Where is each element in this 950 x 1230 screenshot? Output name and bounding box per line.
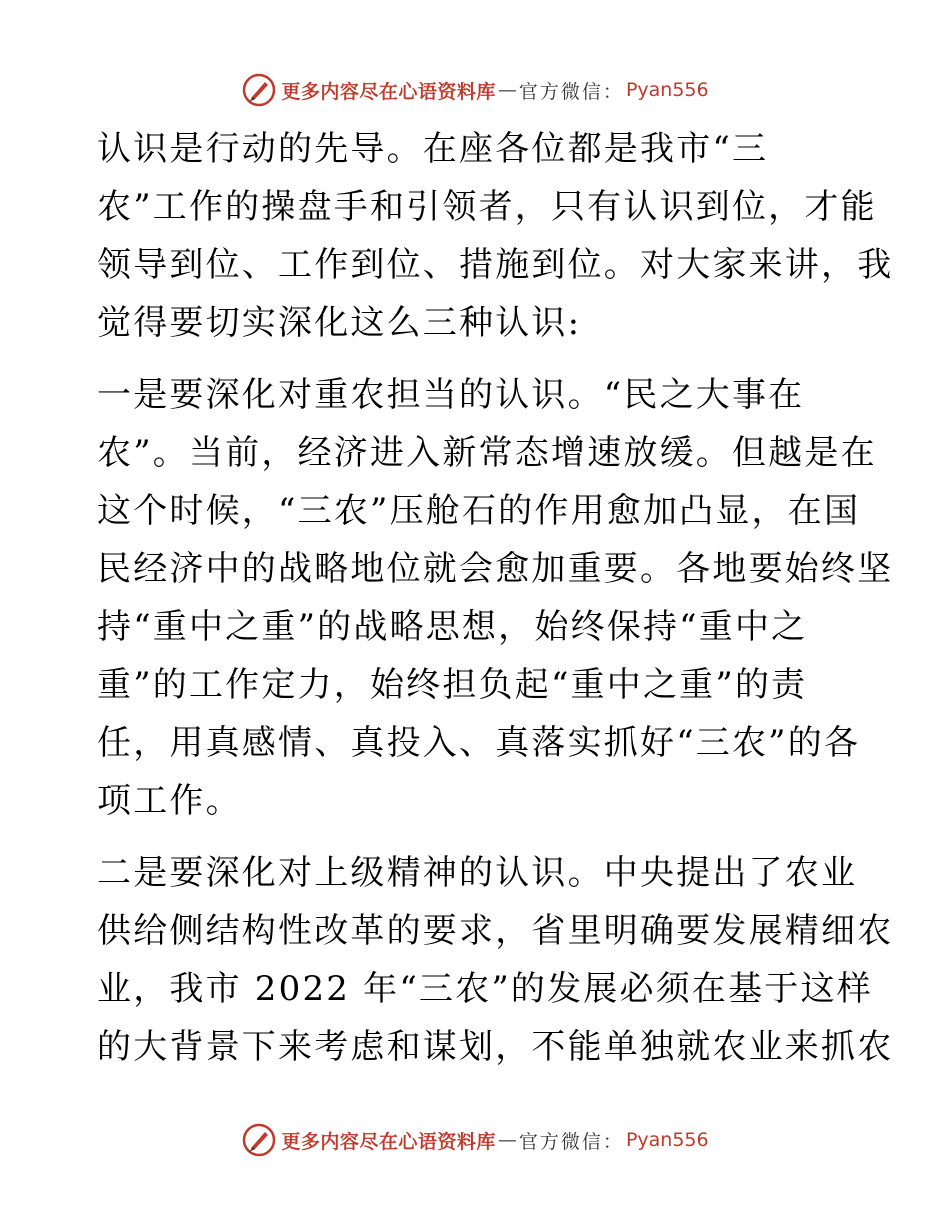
watermark-id: Pyan556 — [625, 79, 709, 101]
watermark-brand: 更多内容尽在心语资料库 — [281, 80, 496, 103]
watermark-official: 官方微信： — [518, 80, 624, 103]
text-line: 二是要深化对上级精神的认识。中央提出了农业 — [97, 853, 858, 893]
text-line: 农”工作的操盘手和引领者，只有认识到位，才能 — [97, 187, 877, 227]
text-line: 的大背景下来考虑和谋划，不能单独就农业来抓农 — [97, 1027, 894, 1067]
watermark-dash: — — [497, 1129, 517, 1151]
text-line: 任，用真感情、真投入、真落实抓好“三农”的各 — [97, 723, 861, 763]
text-line: 持“重中之重”的战略思想，始终保持“重中之 — [97, 607, 808, 647]
watermark-id: Pyan556 — [625, 1129, 709, 1151]
text-line: 业，我市 2022 年“三农”的发展必须在基于这样 — [97, 969, 873, 1009]
text-line: 领导到位、工作到位、措施到位。对大家来讲，我 — [97, 245, 894, 285]
text-line: 一是要深化对重农担当的认识。“民之大事在 — [97, 375, 805, 415]
paragraph-2 — [97, 366, 894, 830]
document-body — [97, 120, 894, 1090]
paragraph-3 — [97, 844, 894, 1076]
watermark-official: 官方微信： — [518, 1130, 624, 1153]
watermark-brand: 更多内容尽在心语资料库 — [281, 1130, 496, 1153]
text-line: 供给侧结构性改革的要求，省里明确要发展精细农 — [97, 911, 894, 951]
footer-watermark — [0, 1120, 950, 1160]
text-line: 项工作。 — [97, 781, 242, 821]
header-watermark — [0, 70, 950, 110]
quill-logo-icon — [241, 1122, 277, 1158]
quill-logo-icon — [241, 72, 277, 108]
text-line: 这个时候，“三农”压舱石的作用愈加凸显，在国 — [97, 491, 861, 531]
paragraph-1 — [97, 120, 894, 352]
text-line: 觉得要切实深化这么三种认识: — [97, 303, 582, 343]
text-line: 农”。当前，经济进入新常态增速放缓。但越是在 — [97, 433, 877, 473]
text-line: 认识是行动的先导。在座各位都是我市“三 — [97, 129, 769, 169]
text-line: 重”的工作定力，始终担负起“重中之重”的责 — [97, 665, 808, 705]
watermark-dash: — — [497, 79, 517, 101]
text-line: 民经济中的战略地位就会愈加重要。各地要始终坚 — [97, 549, 894, 589]
